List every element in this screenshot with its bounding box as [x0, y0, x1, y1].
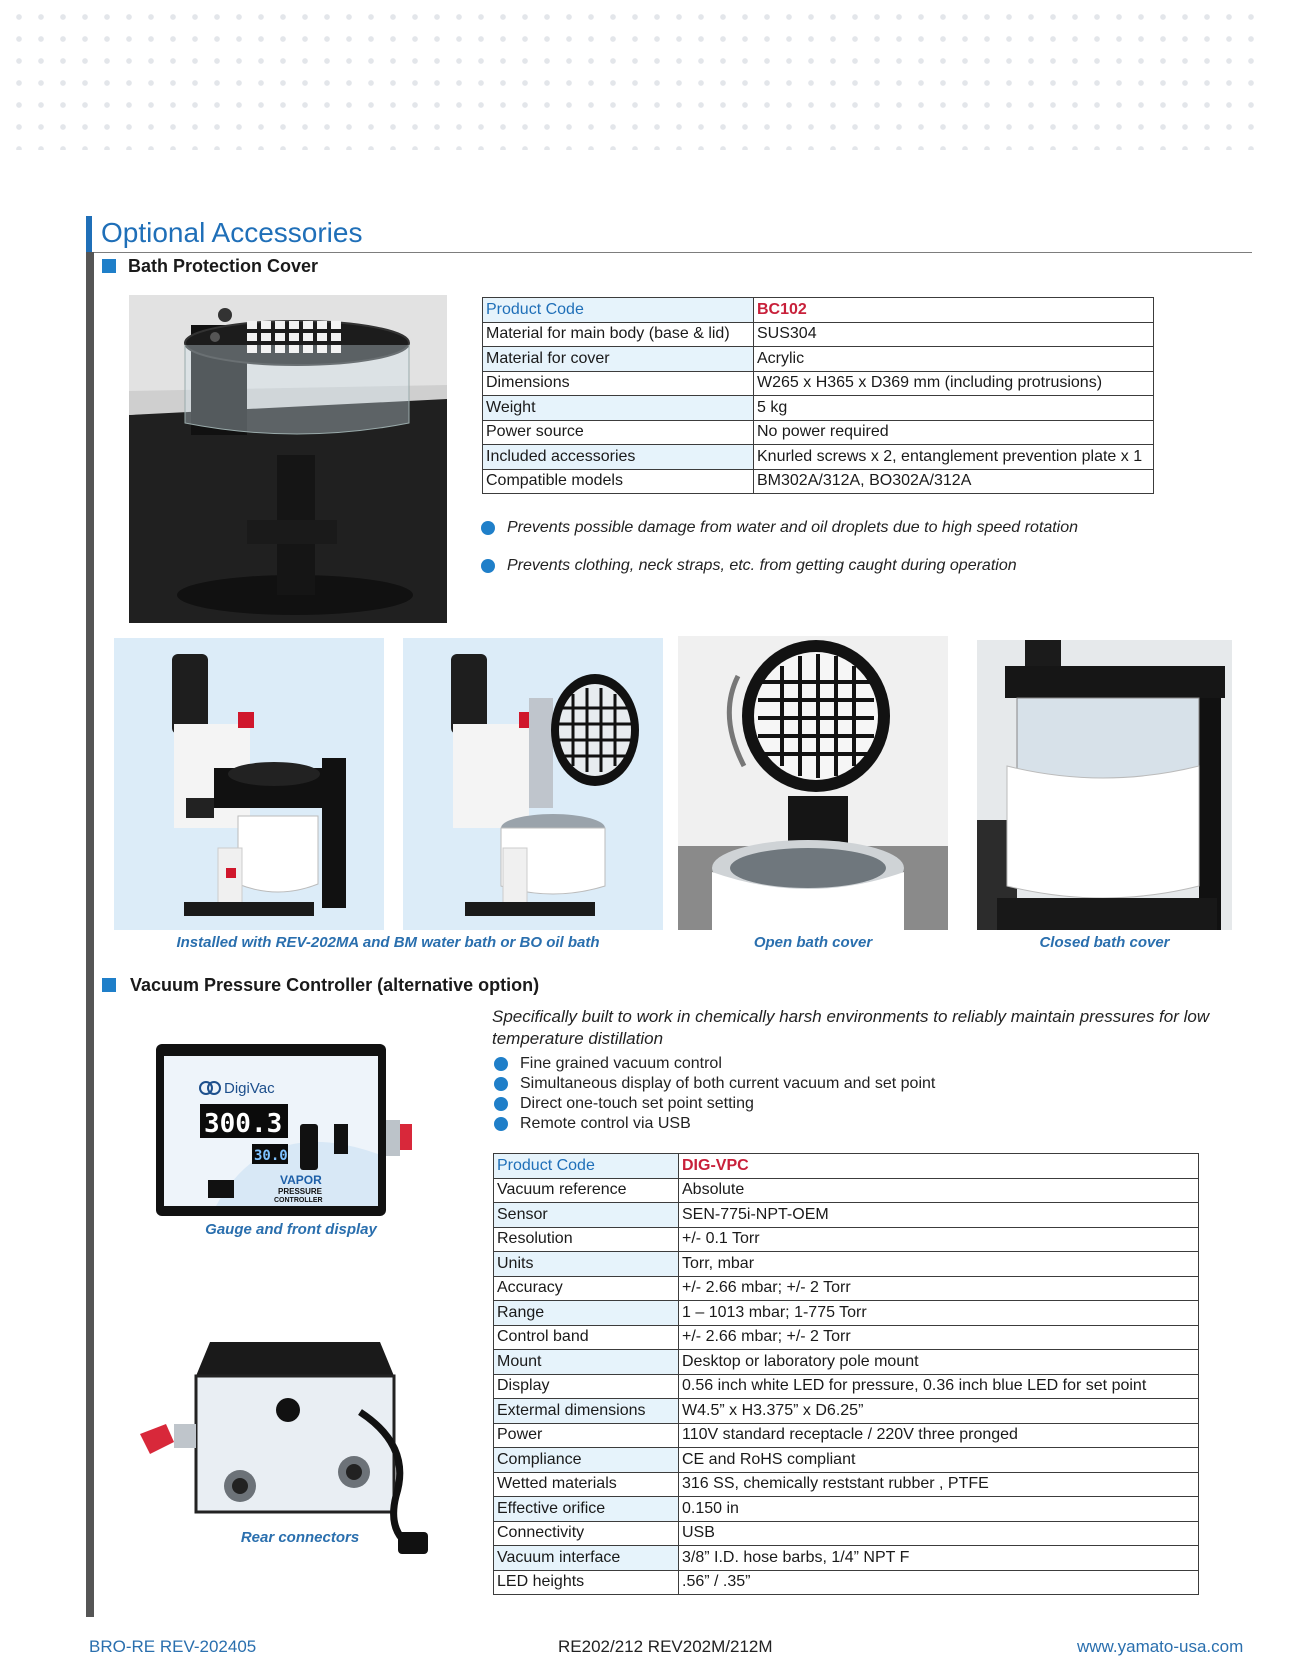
spec-row [483, 445, 1154, 470]
bullet-dot-icon [494, 1077, 508, 1091]
bath-bullet-2: Prevents clothing, neck straps, etc. from getting caught during operation [481, 557, 1017, 575]
spec-label: Resolution [494, 1227, 679, 1252]
section-marker-icon [102, 978, 116, 992]
spec-value: +/- 2.66 mbar; +/- 2 Torr [679, 1325, 1199, 1350]
bullet-dot-icon [494, 1117, 508, 1131]
spec-label: Effective orifice [494, 1497, 679, 1522]
spec-value: BM302A/312A, BO302A/312A [754, 469, 1154, 494]
vacuum-bullet-3: Direct one-touch set point setting [494, 1095, 754, 1113]
spec-row [483, 396, 1154, 421]
vacuum-controller-rear-photo [136, 1336, 440, 1556]
spec-value: USB [679, 1521, 1199, 1546]
spec-label: Mount [494, 1350, 679, 1375]
footer-website-link[interactable]: www.yamato-usa.com [1077, 1637, 1244, 1656]
spec-label: Weight [483, 396, 754, 421]
spec-value: W4.5” x H3.375” x D6.25” [679, 1399, 1199, 1424]
footer-model-list: RE202/212 REV202M/212M [558, 1637, 773, 1656]
setpoint-readout: 30.0 [254, 1148, 288, 1164]
spec-row [494, 1570, 1199, 1595]
spec-label: Display [494, 1374, 679, 1399]
title-accent-bar [86, 216, 92, 252]
vacuum-bullet-1: Fine grained vacuum control [494, 1055, 722, 1073]
spec-value: Torr, mbar [679, 1252, 1199, 1277]
spec-label: Connectivity [494, 1521, 679, 1546]
spec-label: Compatible models [483, 469, 754, 494]
spec-label: Wetted materials [494, 1472, 679, 1497]
spec-row [494, 1252, 1199, 1277]
spec-label: Power source [483, 420, 754, 445]
spec-value: W265 x H365 x D369 mm (including protrusions) [754, 371, 1154, 396]
vacuum-controller-spec-table [493, 1153, 1199, 1595]
spec-label: Vacuum reference [494, 1178, 679, 1203]
spec-value: SUS304 [754, 322, 1154, 347]
spec-row [494, 1399, 1199, 1424]
spec-value: +/- 0.1 Torr [679, 1227, 1199, 1252]
spec-row [494, 1325, 1199, 1350]
closed-bath-cover-photo [977, 640, 1232, 930]
page-title: Optional Accessories [101, 217, 363, 248]
caption-rear-connectors: Rear connectors [240, 1529, 360, 1546]
bath-bullet-1: Prevents possible damage from water and oil droplets due to high speed rotation [481, 519, 1078, 537]
spec-label: Material for cover [483, 347, 754, 372]
pressure-readout: 300.3 [204, 1109, 283, 1139]
bath-cover-spec-table [482, 297, 1154, 494]
spec-row [494, 1521, 1199, 1546]
controller-label: CONTROLLER [274, 1197, 323, 1204]
spec-row [494, 1301, 1199, 1326]
digivac-logo: DigiVac [224, 1080, 275, 1097]
spec-row [494, 1276, 1199, 1301]
spec-value: 1 – 1013 mbar; 1-775 Torr [679, 1301, 1199, 1326]
spec-row [483, 420, 1154, 445]
spec-value: Absolute [679, 1178, 1199, 1203]
spec-row [483, 347, 1154, 372]
section-marker-icon [102, 259, 116, 273]
spec-value: 316 SS, chemically reststant rubber , PTFE [679, 1472, 1199, 1497]
spec-row [483, 469, 1154, 494]
bullet-dot-icon [494, 1057, 508, 1071]
section-title-vacuum-controller: Vacuum Pressure Controller (alternative option) [130, 975, 540, 995]
spec-row [483, 298, 1154, 323]
spec-value: DIG-VPC [679, 1154, 1199, 1179]
spec-value: SEN-775i-NPT-OEM [679, 1203, 1199, 1228]
spec-row [494, 1448, 1199, 1473]
open-bath-cover-photo [678, 636, 948, 930]
caption-installed: Installed with REV-202MA and BM water bath or BO oil bath [176, 934, 600, 951]
spec-value: CE and RoHS compliant [679, 1448, 1199, 1473]
section-title-bath-cover: Bath Protection Cover [128, 256, 319, 276]
spec-label: Accuracy [494, 1276, 679, 1301]
spec-row [483, 322, 1154, 347]
left-margin-bar [86, 252, 94, 1617]
spec-label: Dimensions [483, 371, 754, 396]
spec-label: Power [494, 1423, 679, 1448]
spec-value: 0.56 inch white LED for pressure, 0.36 inch blue LED for set point [679, 1374, 1199, 1399]
spec-row [494, 1497, 1199, 1522]
spec-value: Desktop or laboratory pole mount [679, 1350, 1199, 1375]
installed-cover-closed-photo [114, 638, 384, 930]
vacuum-controller-front-photo [156, 1044, 426, 1216]
spec-value: +/- 2.66 mbar; +/- 2 Torr [679, 1276, 1199, 1301]
spec-value: 5 kg [754, 396, 1154, 421]
bath-cover-photo [129, 295, 447, 623]
footer-doc-code: BRO-RE REV-202405 [89, 1637, 257, 1656]
spec-row [494, 1178, 1199, 1203]
bullet-dot-icon [494, 1097, 508, 1111]
spec-label: Product Code [483, 298, 754, 323]
spec-row [494, 1203, 1199, 1228]
spec-label: Material for main body (base & lid) [483, 322, 754, 347]
spec-row [494, 1546, 1199, 1571]
bullet-dot-icon [481, 521, 495, 535]
spec-value: Knurled screws x 2, entanglement prevention plate x 1 [754, 445, 1154, 470]
spec-label: Vacuum interface [494, 1546, 679, 1571]
vacuum-bullet-4: Remote control via USB [494, 1115, 691, 1133]
vapor-label: VAPOR [280, 1173, 322, 1187]
spec-value: No power required [754, 420, 1154, 445]
spec-value: Acrylic [754, 347, 1154, 372]
spec-label: Sensor [494, 1203, 679, 1228]
spec-label: Product Code [494, 1154, 679, 1179]
spec-row [483, 371, 1154, 396]
vacuum-intro-text: Specifically built to work in chemically harsh environments to reliably maintain pressures for low temperature distillation [492, 1007, 1210, 1048]
pressure-label: PRESSURE [278, 1187, 323, 1196]
spec-label: LED heights [494, 1570, 679, 1595]
bullet-dot-icon [481, 559, 495, 573]
spec-label: Compliance [494, 1448, 679, 1473]
spec-label: Included accessories [483, 445, 754, 470]
title-divider [92, 252, 1252, 253]
spec-label: Control band [494, 1325, 679, 1350]
spec-row [494, 1472, 1199, 1497]
spec-value: 110V standard receptacle / 220V three pronged [679, 1423, 1199, 1448]
vacuum-bullet-2: Simultaneous display of both current vacuum and set point [494, 1075, 935, 1093]
spec-label: Units [494, 1252, 679, 1277]
spec-value: 3/8” I.D. hose barbs, 1/4” NPT F [679, 1546, 1199, 1571]
spec-value: BC102 [754, 298, 1154, 323]
spec-row [494, 1423, 1199, 1448]
installed-cover-open-photo [403, 638, 663, 930]
caption-front-display: Gauge and front display [205, 1221, 377, 1238]
dot-pattern-background [0, 0, 1260, 150]
spec-row [494, 1350, 1199, 1375]
spec-row [494, 1154, 1199, 1179]
caption-closed-cover: Closed bath cover [1039, 934, 1170, 951]
spec-value: 0.150 in [679, 1497, 1199, 1522]
spec-label: Range [494, 1301, 679, 1326]
spec-row [494, 1227, 1199, 1252]
spec-value: .56” / .35” [679, 1570, 1199, 1595]
spec-row [494, 1374, 1199, 1399]
spec-label: Extermal dimensions [494, 1399, 679, 1424]
caption-open-cover: Open bath cover [753, 934, 873, 951]
